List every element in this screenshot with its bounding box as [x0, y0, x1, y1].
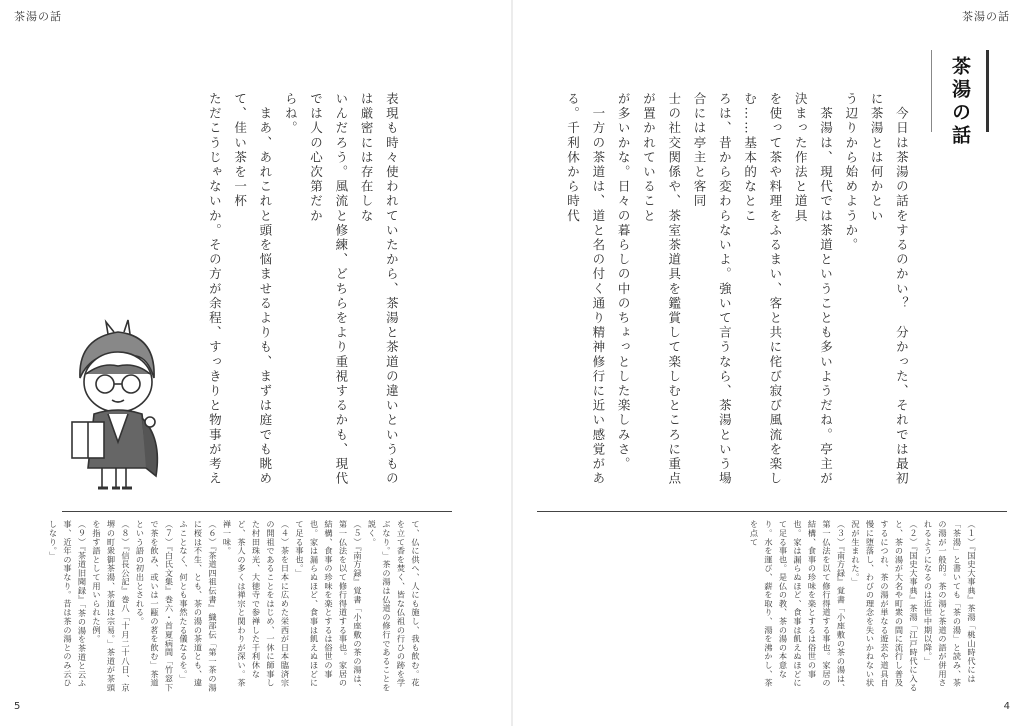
body-line — [557, 92, 560, 500]
footnote: （４）茶を日本に広めた栄西が日本臨済宗の開祖であることをはじめ、一休に師事した村田珠光、大徳寺で参禅した千利休など、茶人の多くは禅宗と関わりが深い。茶禅一味。 — [222, 520, 291, 688]
right-notes-lines — [747, 520, 979, 694]
body-line: 今日は茶湯の話をするのかい？ 分かった、それでは最初に茶湯とは何かとい — [869, 92, 910, 487]
footnote: （６）『茶道四祖伝書』織部伝「第一茶の湯に桜は不生、とも、茶の湯の茶道とも、違ふことなく、何とも事然たる儀なるを。」 — [179, 520, 218, 692]
footnote: （５）『南方録』覚書「小座敷の茶の湯は、第一仏法を以て修行得道する事也。家居の結構、食事の珍味を楽とするは俗世の事也。家は漏らぬほど、食事は飢えぬほどにて足る事也。」 — [295, 520, 363, 692]
left-notes-lines — [46, 520, 423, 694]
body-line: 一方の茶道は、道と名の付く通り精神修行に近い感覚がある。千利休から時代 — [565, 92, 606, 487]
body-line: 士の社交関係や、茶室茶道具を鑑賞して楽しむところに重点が置かれていること — [641, 92, 682, 487]
body-line: まあ、あれこれと頭を悩ませるよりも、まずは庭でも眺めて、佳い茶を一杯 — [232, 92, 273, 487]
body-line: いんだろう。風流と修練、どちらをより重視するかも、現代では人の心次第だか — [308, 92, 349, 487]
body-line: を使って茶や料理をふるまい、客と共に侘び寂び風流を楽しむ……基本的なとこ — [742, 92, 783, 487]
footnote: （１）『国史大事典』茶湯「桃山時代には「茶湯」と書いても「茶の湯」と読み、茶の湯が一般的。茶の湯と茶道の語が併用されるようになるのは近世中期以降。」 — [923, 520, 977, 688]
footnote: （９）『茶道旧聞録』「茶の湯を茶道と云ふ事、近年の事なり。昔は茶の湯とのみ云ひしなり。」 — [48, 520, 88, 688]
left-running-head: 茶湯の話 — [14, 10, 62, 23]
right-body-text — [557, 92, 965, 500]
body-line: ろは、昔から変わらないよ。強いて言うなら、茶湯という場合には亭主と客同 — [692, 92, 733, 487]
left-page-number: 5 — [14, 701, 21, 712]
chibi-tea-master-illustration — [58, 318, 178, 498]
footnote: （２）『国史大事典』茶湯「江戸時代に入ると、茶の湯が大名や町衆の間に流行し普及するにつれ、茶の湯が単なる遊芸や道具自慢に堕落し、わびの理念を失いかねない状況が生まれた。」 — [851, 520, 919, 692]
right-page-number: 4 — [1003, 701, 1010, 712]
footnote: （７）『白氏文集』巻六・首夏病間「竹窓下で茶を飲み、或いは一甌の茗を飲む」茶道という語の初出とされる。 — [135, 520, 175, 692]
left-body-text — [200, 92, 455, 500]
page-gutter — [511, 0, 513, 726]
right-notes-rule — [537, 511, 1007, 512]
footnote: （８）『信長公記』巻八「十月二十八日、京堺の町衆御茶湯、茶道は宗易。」茶道が茶頭を指す語として用いられた例。 — [92, 520, 131, 692]
body-line: が多いかな。日々の暮らしの中のちょっとした楽しみさ。 — [616, 92, 632, 472]
page-title: 茶湯の話 — [949, 56, 971, 148]
right-notes — [540, 520, 1008, 694]
right-running-head: 茶湯の話 — [962, 10, 1010, 23]
body-line: 表現も時々使われていたから、茶湯と茶道の違いというものは厳密には存在しな — [359, 92, 400, 487]
right-body-lines — [557, 92, 914, 500]
footnote: （３）『南方録』覚書「小座敷の茶の湯は、第一仏法を以て修行得道する事也。家居の結構、食事の珍味を楽とするは俗世の事也。家は漏らぬほど、食事は飢えぬほどにて足る事也。是仏の教、茶の湯の本意なり。水を運び、薪を取り、湯を沸かし、茶を点て — [749, 520, 847, 692]
body-line: らね。 — [283, 92, 299, 136]
left-notes — [40, 520, 452, 694]
left-body-lines — [200, 92, 404, 500]
left-notes-rule — [62, 511, 452, 512]
footnote: て、仏に供へ、人にも施し、我も飲む。花を立て香を焚く、皆な仏祖の行ひの跡を学ぶなり。」茶の湯は仏道の修行であることを説く。 — [367, 520, 421, 692]
body-line: 茶湯は、現代では茶道ということも多いようだね。亭主が決まった作法と道具 — [793, 92, 834, 487]
body-line: う辺りから始めようか。 — [843, 92, 859, 253]
body-line: ただこうじゃないか。その方が余程、すっきりと物事が考え — [207, 92, 223, 487]
